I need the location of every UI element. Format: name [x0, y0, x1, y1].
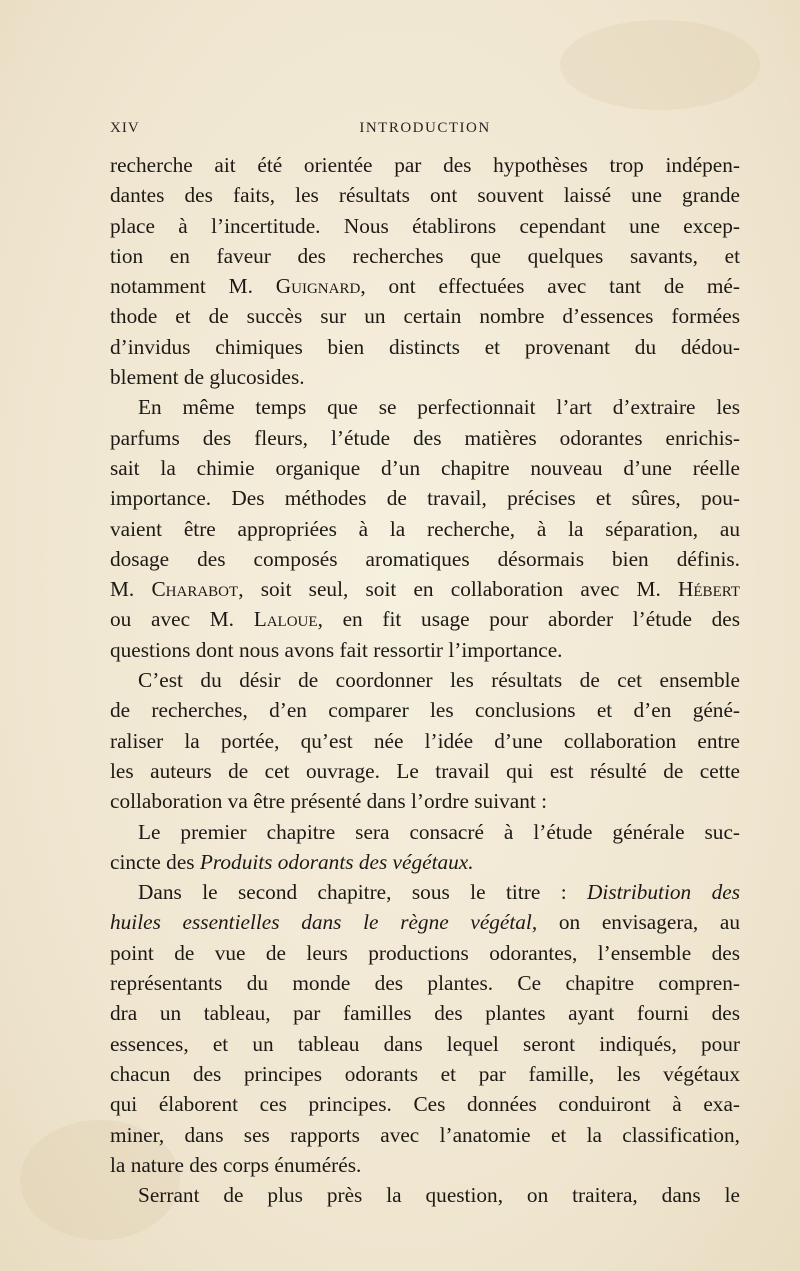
text-segment: dantes des faits, les résultats ont souvent laissé une grande — [110, 183, 740, 208]
text-line — [110, 1059, 740, 1089]
text-line — [110, 604, 740, 634]
page-number: XIV — [110, 120, 140, 136]
text-segment: C’est du désir de coordonner les résultats de cet ensemble — [138, 668, 740, 693]
text-line — [110, 726, 740, 756]
text-line — [110, 847, 740, 877]
text-line — [110, 907, 740, 937]
text-segment: Dans le second chapitre, sous le titre : — [138, 880, 588, 905]
text-line — [110, 1089, 740, 1119]
text-line — [110, 211, 740, 241]
text-segment: miner, dans ses rapports avec l’anatomie et la classification, — [110, 1122, 740, 1147]
text-segment: place à l’incertitude. Nous établirons cependant une excep- — [110, 213, 740, 238]
text-line — [110, 1120, 740, 1150]
text-segment: importance. Des méthodes de travail, précises et sûres, pou- — [110, 486, 740, 511]
text-line — [110, 665, 740, 695]
running-head — [110, 120, 740, 142]
text-segment: chacun des principes odorants et par famille, les végétaux — [110, 1061, 740, 1086]
text-line — [110, 241, 740, 271]
text-line — [110, 392, 740, 422]
text-segment: on envisagera, au — [537, 910, 741, 935]
text-line — [110, 301, 740, 331]
text-segment: la nature des corps énumérés. — [110, 1152, 362, 1177]
text-segment: En même temps que se perfectionnait l’art d’extraire les — [138, 395, 740, 420]
text-segment: tion en faveur des recherches que quelques savants, et — [110, 243, 740, 268]
text-segment: , en fit usage pour aborder l’étude des — [317, 607, 740, 632]
text-line — [110, 756, 740, 786]
text-segment: , ont effectuées avec tant de mé- — [360, 274, 740, 299]
text-line — [110, 1180, 740, 1210]
text-segment: point de vue de leurs productions odorantes, l’ensemble des — [110, 940, 740, 965]
text-segment: qui élaborent ces principes. Ces données conduiront à exa- — [110, 1092, 740, 1117]
text-segment: représentants du monde des plantes. Ce chapitre compren- — [110, 971, 740, 996]
text-segment: essences, et un tableau dans lequel seront indiqués, pour — [110, 1031, 740, 1056]
text-segment: dra un tableau, par familles des plantes ayant fourni des — [110, 1001, 740, 1026]
text-line — [110, 968, 740, 998]
text-segment: blement de glucosides. — [110, 365, 305, 390]
text-segment: notamment M. — [110, 274, 276, 299]
text-segment: recherche ait été orientée par des hypothèses trop indépen- — [110, 153, 740, 177]
text-line — [110, 150, 740, 180]
text-segment: Le premier chapitre sera consacré à l’étude générale suc- — [138, 819, 740, 844]
text-segment: ou avec M. — [110, 607, 254, 632]
author-name: Guignard — [275, 274, 361, 299]
text-line — [110, 574, 740, 604]
author-name: Hébert — [678, 577, 740, 602]
text-line — [110, 180, 740, 210]
text-segment: M. — [110, 577, 152, 602]
italic-title: Produits odorants des végétaux. — [199, 849, 474, 874]
text-segment: sait la chimie organique d’un chapitre nouveau d’une réelle — [110, 455, 740, 480]
text-line — [110, 483, 740, 513]
text-segment: raliser la portée, qu’est née l’idée d’une collaboration entre — [110, 728, 740, 753]
text-line — [110, 817, 740, 847]
text-line — [110, 877, 740, 907]
text-segment: vaient être appropriées à la recherche, à la séparation, au — [110, 516, 740, 541]
text-segment: les auteurs de cet ouvrage. Le travail qui est résulté de cette — [110, 758, 740, 783]
text-line — [110, 635, 740, 665]
text-line — [110, 271, 740, 301]
chapter-title: INTRODUCTION — [359, 120, 491, 136]
text-line — [110, 423, 740, 453]
text-line — [110, 332, 740, 362]
text-segment: dosage des composés aromatiques désormais bien définis. — [110, 546, 740, 571]
text-segment: parfums des fleurs, l’étude des matières odorantes enrichis- — [110, 425, 740, 450]
text-line — [110, 362, 740, 392]
text-segment: Serrant de plus près la question, on traitera, dans le — [138, 1183, 740, 1208]
paper-stain — [560, 20, 760, 110]
text-segment: cincte des — [110, 849, 200, 874]
text-segment: , soit seul, soit en collaboration avec M. — [238, 577, 679, 602]
author-name: Charabot — [151, 577, 239, 602]
italic-title: huiles essentielles dans le règne végétal, — [110, 910, 538, 935]
author-name: Laloue — [253, 607, 318, 632]
text-line — [110, 1029, 740, 1059]
text-segment: de recherches, d’en comparer les conclusions et d’en géné- — [110, 698, 740, 723]
text-line — [110, 786, 740, 816]
text-line — [110, 514, 740, 544]
text-segment: thode et de succès sur un certain nombre d’essences formées — [110, 304, 740, 329]
text-line — [110, 453, 740, 483]
text-line — [110, 938, 740, 968]
text-line — [110, 544, 740, 574]
text-line — [110, 1150, 740, 1180]
text-segment: d’invidus chimiques bien distincts et provenant du dédou- — [110, 334, 740, 359]
body-text — [110, 150, 740, 1210]
italic-title: Distribution des — [587, 880, 740, 905]
text-line — [110, 998, 740, 1028]
text-segment: collaboration va être présenté dans l’ordre suivant : — [110, 789, 548, 814]
text-segment: questions dont nous avons fait ressortir l’importance. — [110, 637, 563, 662]
text-line — [110, 695, 740, 725]
